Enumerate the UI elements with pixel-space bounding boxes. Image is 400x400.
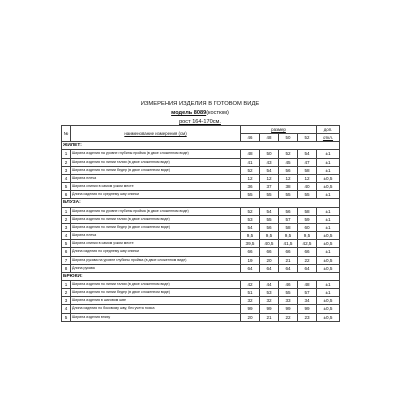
row-value: 32 xyxy=(260,297,279,305)
row-tolerance: ±1 xyxy=(317,248,340,256)
row-value: 60 xyxy=(298,223,317,231)
row-value: 20 xyxy=(241,313,260,321)
row-number: 6 xyxy=(62,191,71,199)
row-value: 12 xyxy=(279,174,298,182)
row-measurement-name: Ширина изделия в шаговом шве xyxy=(71,297,241,305)
table-row xyxy=(62,297,340,305)
row-value: 40 xyxy=(298,183,317,191)
row-value: 55 xyxy=(241,191,260,199)
row-measurement-name: Ширина изделия на уровне глубины пройма (в двое сложенном виде) xyxy=(71,150,241,158)
row-tolerance: ±0,5 xyxy=(317,232,340,240)
row-value: 9,5 xyxy=(241,232,260,240)
table-row xyxy=(62,158,340,166)
col-tol-header-2: откл. xyxy=(317,134,340,142)
height-line: рост 164-170см. xyxy=(179,119,221,125)
row-value: 41,5 xyxy=(279,240,298,248)
row-measurement-name: Ширина изделия по линии бедер (в двое сложенном виде) xyxy=(71,289,241,297)
row-value: 56 xyxy=(279,166,298,174)
row-number: 4 xyxy=(62,305,71,313)
row-number: 2 xyxy=(62,215,71,223)
row-value: 43 xyxy=(260,158,279,166)
row-value: 41 xyxy=(241,158,260,166)
row-value: 48 xyxy=(298,280,317,288)
section-title: ЖИЛЕТ: xyxy=(62,142,340,150)
row-value: 66 xyxy=(241,248,260,256)
model-line xyxy=(0,110,400,116)
table-row xyxy=(62,280,340,288)
row-tolerance: ±0,5 xyxy=(317,256,340,264)
table-row xyxy=(62,183,340,191)
table-row xyxy=(62,256,340,264)
size-46: 46 xyxy=(241,134,260,142)
row-value: 22 xyxy=(279,313,298,321)
row-value: 21 xyxy=(279,256,298,264)
row-value: 58 xyxy=(279,223,298,231)
row-value: 54 xyxy=(260,166,279,174)
row-measurement-name: Длина изделия по среднему шву спинки xyxy=(71,191,241,199)
row-value: 99 xyxy=(241,305,260,313)
table-row xyxy=(62,207,340,215)
row-measurement-name: Ширина изделия на уровне глубины пройма (в двое сложенном виде) xyxy=(71,207,241,215)
row-measurement-name: Ширина изделия по линии бедер (в двое сложенном виде) xyxy=(71,223,241,231)
row-measurement-name: Ширина изделия по линии талии (в двое сложенном виде) xyxy=(71,280,241,288)
row-value: 52 xyxy=(241,166,260,174)
row-value: 19 xyxy=(241,256,260,264)
row-value: 55 xyxy=(279,191,298,199)
table-row xyxy=(62,150,340,158)
table-row xyxy=(62,166,340,174)
row-value: 34 xyxy=(298,297,317,305)
row-value: 42 xyxy=(241,280,260,288)
row-measurement-name: Ширина спинки в самом узком месте xyxy=(71,183,241,191)
row-value: 58 xyxy=(298,166,317,174)
row-value: 54 xyxy=(241,223,260,231)
row-tolerance: ±1 xyxy=(317,215,340,223)
row-value: 42,5 xyxy=(298,240,317,248)
row-tolerance: ±1 xyxy=(317,191,340,199)
row-value: 54 xyxy=(298,150,317,158)
row-value: 55 xyxy=(260,215,279,223)
row-number: 4 xyxy=(62,232,71,240)
row-tolerance: ±0,5 xyxy=(317,174,340,182)
row-tolerance: ±0,5 xyxy=(317,305,340,313)
row-measurement-name: Ширина изделия по линии талии (в двое сложенном виде) xyxy=(71,215,241,223)
row-measurement-name: Ширина изделия по линии бедер (в двое сложенном виде) xyxy=(71,166,241,174)
row-tolerance: ±0,5 xyxy=(317,297,340,305)
row-value: 99 xyxy=(260,305,279,313)
row-tolerance: ±0,5 xyxy=(317,183,340,191)
row-value: 40,5 xyxy=(260,240,279,248)
row-value: 53 xyxy=(241,215,260,223)
row-number: 2 xyxy=(62,158,71,166)
row-number: 4 xyxy=(62,174,71,182)
row-value: 64 xyxy=(279,264,298,272)
row-value: 55 xyxy=(298,191,317,199)
row-tolerance: ±1 xyxy=(317,223,340,231)
row-value: 48 xyxy=(241,150,260,158)
row-value: 56 xyxy=(260,223,279,231)
row-measurement-name: Ширина спинки в самом узком месте xyxy=(71,240,241,248)
row-number: 5 xyxy=(62,183,71,191)
table-row xyxy=(62,223,340,231)
row-value: 64 xyxy=(298,264,317,272)
row-value: 20 xyxy=(260,256,279,264)
row-value: 64 xyxy=(260,264,279,272)
table-row xyxy=(62,191,340,199)
row-value: 59 xyxy=(298,215,317,223)
row-measurement-name: Ширина изделия по линии талии (в двое сложенном виде) xyxy=(71,158,241,166)
row-value: 66 xyxy=(260,248,279,256)
table-row xyxy=(62,289,340,297)
document-title: ИЗМЕРЕНИЯ ИЗДЕЛИЯ В ГОТОВОМ ВИДЕ xyxy=(140,101,260,107)
row-value: 51 xyxy=(241,289,260,297)
row-value: 12 xyxy=(241,174,260,182)
row-value: 23 xyxy=(298,313,317,321)
row-value: 55 xyxy=(260,191,279,199)
row-tolerance: ±0,5 xyxy=(317,313,340,321)
row-value: 99 xyxy=(298,305,317,313)
col-size-header: размер xyxy=(241,126,317,134)
row-value: 33 xyxy=(279,297,298,305)
row-number: 3 xyxy=(62,297,71,305)
row-value: 46 xyxy=(279,280,298,288)
section-row xyxy=(62,142,340,150)
row-number: 1 xyxy=(62,280,71,288)
table-row xyxy=(62,248,340,256)
col-name-header: наименование измерения (см) xyxy=(71,126,241,142)
row-value: 39,5 xyxy=(241,240,260,248)
row-tolerance: ±1 xyxy=(317,280,340,288)
row-value: 9,5 xyxy=(298,232,317,240)
row-tolerance: ±1 xyxy=(317,166,340,174)
row-tolerance: ±1 xyxy=(317,150,340,158)
table-row xyxy=(62,313,340,321)
row-number: 1 xyxy=(62,150,71,158)
measurements-table xyxy=(61,125,340,322)
table-row xyxy=(62,240,340,248)
table-row xyxy=(62,264,340,272)
section-title: БЛУЗА: xyxy=(62,199,340,207)
model-note: (костюм) xyxy=(206,110,229,116)
row-tolerance: ±0,5 xyxy=(317,240,340,248)
row-value: 99 xyxy=(279,305,298,313)
row-value: 47 xyxy=(298,158,317,166)
size-48: 48 xyxy=(260,134,279,142)
row-number: 3 xyxy=(62,223,71,231)
size-52: 52 xyxy=(298,134,317,142)
row-measurement-name: Ширина плеча xyxy=(71,232,241,240)
row-measurement-name: Ширина рукава на уровне глубины пройма (в двое сложенном виде) xyxy=(71,256,241,264)
row-value: 37 xyxy=(260,183,279,191)
row-value: 50 xyxy=(260,150,279,158)
row-value: 55 xyxy=(279,289,298,297)
row-value: 45 xyxy=(279,158,298,166)
row-value: 66 xyxy=(298,248,317,256)
row-value: 12 xyxy=(298,174,317,182)
row-value: 21 xyxy=(260,313,279,321)
section-title: БРЮКИ: xyxy=(62,272,340,280)
row-tolerance: ±1 xyxy=(317,207,340,215)
table-row xyxy=(62,232,340,240)
row-value: 9,5 xyxy=(279,232,298,240)
row-tolerance: ±1 xyxy=(317,158,340,166)
row-measurement-name: Ширина изделия внизу xyxy=(71,313,241,321)
row-measurement-name: Длина рукава xyxy=(71,264,241,272)
row-value: 57 xyxy=(298,289,317,297)
row-value: 12 xyxy=(260,174,279,182)
row-value: 36 xyxy=(241,183,260,191)
row-value: 22 xyxy=(298,256,317,264)
row-number: 7 xyxy=(62,256,71,264)
row-value: 32 xyxy=(241,297,260,305)
section-row xyxy=(62,199,340,207)
row-value: 9,5 xyxy=(260,232,279,240)
row-number: 6 xyxy=(62,248,71,256)
row-value: 44 xyxy=(260,280,279,288)
size-50: 50 xyxy=(279,134,298,142)
table-row xyxy=(62,215,340,223)
row-measurement-name: Длина изделия по боковому шву, без учета пояса xyxy=(71,305,241,313)
model-label: модель 8089 xyxy=(171,110,207,116)
row-tolerance: ±1 xyxy=(317,289,340,297)
col-tol-header-1: доп. xyxy=(317,126,340,134)
row-number: 2 xyxy=(62,289,71,297)
row-number: 3 xyxy=(62,166,71,174)
row-measurement-name: Длина изделия по среднему шву спинки xyxy=(71,248,241,256)
row-number: 1 xyxy=(62,207,71,215)
row-value: 57 xyxy=(279,215,298,223)
row-measurement-name: Ширина плеча xyxy=(71,174,241,182)
row-number: 5 xyxy=(62,313,71,321)
row-number: 8 xyxy=(62,264,71,272)
row-value: 54 xyxy=(260,207,279,215)
row-value: 52 xyxy=(279,150,298,158)
row-tolerance: ±0,5 xyxy=(317,264,340,272)
row-number: 5 xyxy=(62,240,71,248)
row-value: 64 xyxy=(241,264,260,272)
col-num-header: № xyxy=(62,126,71,142)
table-row xyxy=(62,305,340,313)
row-value: 58 xyxy=(298,207,317,215)
row-value: 56 xyxy=(279,207,298,215)
row-value: 53 xyxy=(260,289,279,297)
row-value: 66 xyxy=(279,248,298,256)
section-row xyxy=(62,272,340,280)
table-header-row xyxy=(62,126,340,134)
row-value: 52 xyxy=(241,207,260,215)
row-value: 38 xyxy=(279,183,298,191)
table-row xyxy=(62,174,340,182)
